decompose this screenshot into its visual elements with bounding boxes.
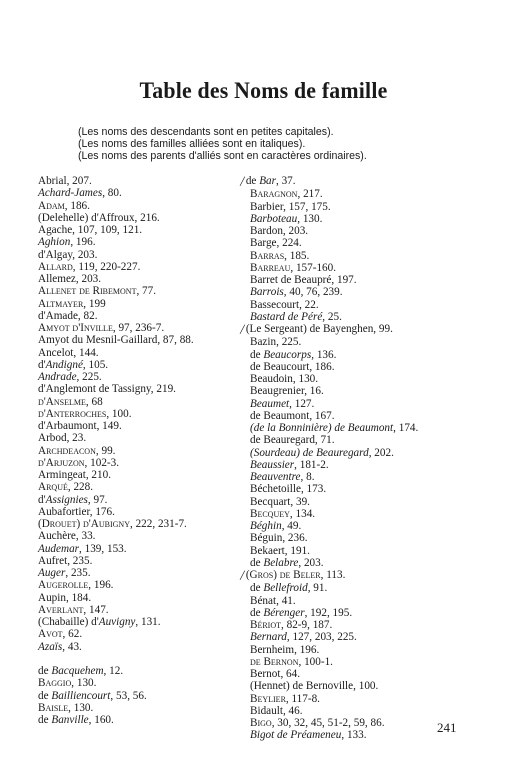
index-entry (250, 201, 500, 213)
index-entry-text: Bar (259, 175, 276, 187)
index-entry-text: Arbod, 23. (38, 432, 87, 445)
index-entry (38, 175, 253, 187)
index-entry-text: Belabre (263, 556, 299, 569)
index-entry-text: Bekaert, 191. (250, 544, 310, 557)
index-entry-text: , 157-160. (290, 261, 337, 274)
index-entry-text: Averlant (38, 603, 84, 616)
index-entry (250, 237, 500, 249)
index-entry-text: , 91. (307, 582, 328, 595)
index-entry-text: Béchetoille, 173. (250, 483, 327, 496)
index-entry (250, 668, 500, 680)
index-entry-text: , 99. (95, 444, 116, 457)
index-entry-text: , 134. (289, 507, 316, 520)
index-entry-text: Beaudoin, 130. (250, 373, 319, 385)
index-entry-text: , 202. (368, 446, 394, 459)
index-entry (38, 628, 253, 640)
index-entry (38, 469, 253, 481)
index-entry (38, 641, 253, 653)
index-entry-text: Barret de Beaupré, 197. (250, 274, 357, 286)
index-column-left (38, 175, 253, 726)
index-entry-text: , 181-2. (294, 458, 329, 471)
index-entry (250, 545, 500, 557)
index-entry-text: Bastard de Péré (250, 310, 323, 323)
index-entry (250, 385, 500, 397)
index-entry-text: , 127. (289, 397, 315, 410)
legend-notes (78, 126, 498, 162)
index-entry-text: , 130. (297, 212, 323, 225)
index-entry (38, 310, 253, 322)
index-entry-text: , 43. (62, 640, 82, 653)
index-entry-text: , 82-9, 187. (281, 619, 333, 631)
index-entry-text: Abrial, 207. (38, 175, 92, 187)
index-entry (250, 471, 500, 483)
index-entry-text: Baragnon (250, 188, 298, 201)
index-entry-text: Avot (38, 628, 63, 641)
index-entry-text: , 97. (87, 493, 108, 506)
index-entry (250, 680, 500, 692)
index-entry (38, 371, 253, 383)
index-entry-text: Allard (38, 260, 73, 273)
index-entry (38, 543, 253, 555)
index-entry-text: , 130. (68, 701, 94, 714)
index-entry-text: , 12. (103, 665, 124, 677)
index-entry-text: Barboteau (250, 212, 298, 225)
page-title: Table des Noms de famille (139, 78, 388, 103)
index-entry-text: d'Arbaumont, 149. (38, 420, 122, 432)
index-entry-text: d'Anterroches (38, 407, 107, 420)
index-entry (250, 717, 500, 729)
index-entry-text: , 80. (102, 187, 122, 200)
index-entry-text: Becquart, 39. (250, 495, 310, 508)
index-entry (38, 347, 253, 359)
index-entry-text: Andigné (45, 358, 83, 371)
index-entry-text: de (38, 714, 52, 726)
index-entry (250, 349, 500, 361)
index-entry-text: (Gros) de Beler (245, 569, 321, 581)
index-entry (250, 496, 500, 508)
index-entry-text: , 113. (320, 569, 346, 581)
index-entry-text: , 127, 203, 225. (286, 631, 357, 644)
index-entry (250, 520, 500, 532)
index-entry-text: , 100. (106, 407, 132, 420)
index-entry (240, 323, 500, 336)
index-entry-text: Becquey (250, 507, 290, 520)
index-entry-text: Bériot (250, 619, 282, 631)
index-entry-text: Barge, 224. (250, 237, 302, 250)
index-entry (38, 714, 253, 726)
index-entry-text: Bernard (250, 631, 287, 644)
index-entry (38, 359, 253, 371)
index-entry (250, 729, 500, 741)
index-entry (38, 677, 253, 689)
index-entry-text: Beylier (250, 692, 286, 705)
index-entry-text: de (38, 665, 52, 677)
index-entry-text: Bigot de Préameneu (250, 729, 342, 742)
index-entry (250, 286, 500, 298)
index-entry (250, 619, 500, 631)
index-entry-text: Bérenger (263, 606, 305, 619)
index-entry-text: d' (38, 493, 46, 506)
index-entry-text: Bernheim, 196. (250, 643, 320, 656)
index-entry-text: , 160. (88, 714, 114, 726)
index-entry-text: Bardon, 203. (250, 225, 309, 237)
index-entry-text: , 117-8. (285, 692, 320, 705)
index-entry-text: Auchère, 33. (38, 530, 96, 543)
index-entry (250, 434, 500, 446)
index-entry (38, 567, 253, 579)
index-entry-text: Auger (38, 567, 66, 579)
index-entry (38, 616, 253, 628)
index-entry (250, 311, 500, 323)
index-entry (250, 532, 500, 544)
index-entry (38, 481, 253, 493)
index-entry (250, 398, 500, 410)
index-entry (240, 175, 500, 188)
index-entry-text: (Le Sergeant) de Bayenghen, 99. (245, 323, 393, 335)
index-entry (250, 274, 500, 286)
index-entry-text: Beaugrenier, 16. (250, 385, 324, 398)
index-entry-text: , 130. (71, 677, 97, 690)
index-entry-text: d' (38, 358, 46, 371)
index-entry-text: Beauventre (250, 471, 301, 483)
index-entry-text: , 192, 195. (304, 606, 353, 619)
index-entry-text: Bernot, 64. (250, 668, 301, 680)
index-entry-text: (Delehelle) d'Affroux, 216. (38, 211, 160, 224)
index-entry (38, 322, 253, 334)
index-entry-text: Aubafortier, 176. (38, 505, 115, 518)
index-entry-text: , 196. (88, 579, 114, 592)
index-entry-text: , 139, 153. (79, 542, 127, 555)
index-entry (250, 656, 500, 668)
index-entry-text: d'Amade, 82. (38, 309, 98, 322)
index-entry-text: , 133. (341, 729, 367, 742)
legend-note-relatives: (Les noms des parents d'alliés sont en caractères ordinaires). (78, 150, 367, 162)
index-entry-text: d'Anglemont de Tassigny, 219. (38, 383, 176, 396)
index-entry-text: Aupin, 184. (38, 591, 92, 604)
index-entry (38, 494, 253, 506)
index-entry (38, 665, 253, 677)
index-entry (38, 702, 253, 714)
index-entry-text: Bénat, 41. (250, 594, 296, 607)
index-entry-text: (Drouet) d'Aubigny (38, 518, 130, 530)
index-entry (38, 224, 253, 236)
index-entry-text: de Beaucourt, 186. (250, 360, 335, 373)
index-entry-text: , 97, 236-7. (112, 322, 165, 334)
index-entry-text: Armingeat, 210. (38, 469, 112, 481)
index-entry (250, 361, 500, 373)
index-entry (250, 225, 500, 237)
index-entry-text: Augerolle (38, 579, 89, 592)
index-entry (250, 373, 500, 385)
index-entry-text: Bacquehem (51, 665, 104, 677)
index-entry-text: , 53, 56. (110, 689, 147, 702)
index-entry-text: Auvigny (98, 616, 136, 628)
index-entry (38, 506, 253, 518)
index-entry-text: , 174. (393, 422, 419, 434)
index-entry (250, 483, 500, 495)
index-entry-text: , 196. (70, 236, 96, 249)
index-entry (38, 261, 253, 273)
index-entry-text: Bigo (250, 717, 272, 729)
index-entry-text: , 77. (136, 285, 157, 298)
index-entry (250, 508, 500, 520)
index-entry (38, 579, 253, 591)
index-entry-text: , 235. (65, 567, 91, 579)
index-entry-text: (Hennet) de Bernoville, 100. (250, 680, 379, 693)
legend-note-allied-families: (Les noms des familles alliées sont en italiques). (78, 138, 306, 150)
index-entry-text: , 136. (311, 348, 337, 361)
index-entry-text: de (250, 606, 264, 619)
index-entry-text: , 30, 32, 45, 51-2, 59, 86. (271, 717, 385, 729)
index-entry-text: Beaussier (250, 458, 295, 471)
index-entry (250, 607, 500, 619)
index-entry-text: Archdeacon (38, 444, 96, 457)
index-entry-text: , 37. (275, 175, 296, 187)
index-entry-text: , 105. (82, 358, 109, 371)
index-entry-text: , 40, 76, 239. (283, 286, 343, 299)
index-entry-text: , 228. (67, 481, 94, 494)
index-entry-text: Amyot d'Inville (38, 322, 113, 334)
index-entry (38, 298, 253, 310)
index-entry (38, 285, 253, 297)
index-entry (38, 273, 253, 285)
index-entry-text: Bailliencourt (51, 689, 111, 702)
index-entry-text: , 102-3. (84, 456, 120, 469)
index-entry (38, 200, 253, 212)
index-entry-text: Audemar (38, 542, 80, 555)
index-entry (38, 334, 253, 346)
index-entry (38, 592, 253, 604)
index-entry (250, 188, 500, 200)
legend-note-descendants: (Les noms des descendants sont en petites capitales). (78, 126, 334, 138)
index-entry-text: Bassecourt, 22. (250, 298, 319, 311)
index-entry-text: de (38, 689, 52, 702)
index-entry-text: Barreau (250, 261, 291, 274)
index-entry (38, 432, 253, 444)
index-entry (250, 693, 500, 705)
index-entry-text: d'Arjuzon (38, 456, 85, 469)
index-entry (250, 262, 500, 274)
index-entry-text: , 49. (281, 520, 302, 532)
index-entry-text: , 186. (64, 199, 90, 212)
index-entry (250, 459, 500, 471)
index-entry-text: Aufret, 235. (38, 554, 93, 567)
index-entry-text: Bazin, 225. (250, 336, 302, 349)
index-entry-text: Barbier, 157, 175. (250, 200, 331, 213)
index-entry-text: Barrois (250, 286, 284, 299)
index-entry (250, 422, 500, 434)
index-entry-text: (Sourdeau) de Beauregard (250, 446, 369, 459)
index-entry (250, 631, 500, 643)
index-entry-text: d'Anselme (38, 395, 86, 408)
index-entry-text: de (250, 348, 264, 361)
index-entry-text: Amyot du Mesnil-Gaillard, 87, 88. (38, 334, 194, 347)
index-entry-text: , 62. (62, 628, 83, 641)
index-entry (250, 705, 500, 717)
index-entry (240, 569, 500, 582)
index-entry-text: , 100-1. (298, 655, 333, 668)
index-entry (38, 420, 253, 432)
index-entry-text: , 199 (83, 297, 106, 310)
index-entry-text: Achard-James (38, 187, 103, 200)
index-entry-text: , 119, 220-227. (72, 260, 141, 273)
index-entry-text: , 131. (135, 616, 161, 628)
index-entry (250, 447, 500, 459)
index-entry (38, 555, 253, 567)
index-entry (250, 410, 500, 422)
index-entry (38, 383, 253, 395)
index-entry-text: Azaïs (38, 640, 63, 653)
index-entry (38, 408, 253, 420)
index-entry-text: , 8. (300, 471, 315, 483)
index-entry-text: de Beauregard, 71. (250, 434, 335, 447)
index-entry-text: Adam (38, 199, 65, 212)
index-entry-text: Altmayer (38, 297, 84, 310)
index-entry (250, 250, 500, 262)
index-column-right (245, 175, 500, 742)
index-entry-text: de (245, 175, 260, 187)
index-entry-text: Allemez, 203. (38, 273, 102, 285)
index-entry-text: , 203. (298, 556, 324, 569)
index-entry-text: Ancelot, 144. (38, 346, 99, 359)
index-entry (38, 249, 253, 261)
index-entry-text: de Bernon (250, 655, 299, 668)
index-entry-text: , 185. (284, 249, 310, 262)
index-entry (38, 445, 253, 457)
index-entry (38, 604, 253, 616)
index-entry-text: Barras (250, 249, 285, 262)
index-entry (250, 644, 500, 656)
index-entry-text: de (250, 582, 264, 595)
index-entry (250, 595, 500, 607)
index-entry-text: Béghin (250, 520, 282, 532)
page-number: 241 (437, 720, 457, 735)
index-entry (38, 690, 253, 702)
index-entry (38, 187, 253, 199)
index-entry-text: Banville (51, 714, 89, 726)
index-entry-text: , 147. (83, 603, 109, 616)
index-entry-text: de Beaumont, 167. (250, 409, 335, 422)
index-entry-text: Bidault, 46. (250, 704, 303, 717)
index-entry-text: Bellefroid (263, 582, 308, 595)
index-entry (38, 212, 253, 224)
index-entry-text: Béguin, 236. (250, 532, 308, 545)
index-entry-text: (de la Bonninière) de Beaumont (250, 422, 394, 434)
index-entry-text: Baggio (38, 677, 72, 690)
index-entry-text: Aghion (38, 236, 71, 249)
index-entry-text: , 25. (322, 310, 342, 323)
index-entry (38, 530, 253, 542)
index-entry-text: (Chabaille) d' (38, 616, 99, 628)
index-entry (38, 457, 253, 469)
index-entry (38, 518, 253, 530)
index-entry-text: Allenet de Ribemont (38, 285, 137, 298)
index-entry (250, 582, 500, 594)
index-entry-text: Beaumet (250, 397, 290, 410)
index-entry (250, 557, 500, 569)
index-entry-text: , 217. (297, 188, 323, 201)
index-entry (38, 396, 253, 408)
index-entry (250, 299, 500, 311)
index-entry-text: , 222, 231-7. (129, 518, 187, 530)
index-entry-text: de (250, 556, 264, 569)
index-entry-text: Arqué (38, 481, 68, 494)
index-entry-text: Assignies (45, 493, 88, 506)
index-entry-text: Beaucorps (263, 348, 312, 361)
index-entry-text: Andrade (38, 371, 77, 383)
index-entry-text: Baisle (38, 701, 69, 714)
index-entry (250, 336, 500, 348)
index-entry-text: d'Algay, 203. (38, 248, 98, 261)
index-entry-text: , 225. (76, 371, 102, 383)
index-entry-text: , 68 (85, 395, 103, 408)
index-entry (38, 236, 253, 248)
index-entry-text: Agache, 107, 109, 121. (38, 224, 143, 236)
index-entry (250, 213, 500, 225)
